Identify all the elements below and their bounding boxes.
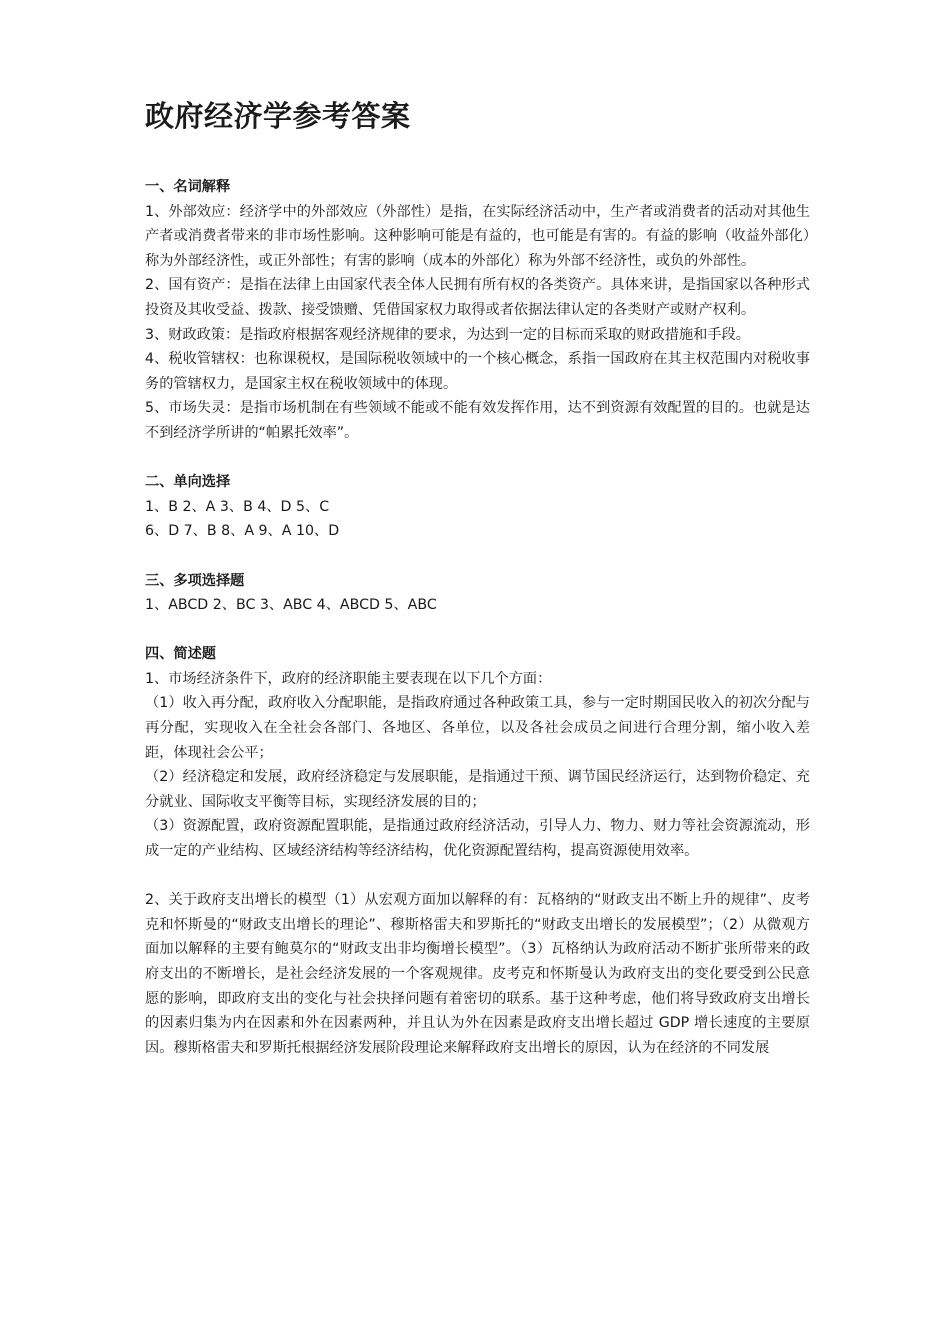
definition-item: 3、财政政策：是指政府根据客观经济规律的要求，为达到一定的目标而采取的财政措施和手段。 (145, 326, 750, 343)
section-spacer (145, 446, 810, 471)
section-heading-short-answer: 四、简述题 (145, 646, 216, 663)
section-heading-multiple-choice: 三、多项选择题 (145, 572, 245, 589)
definition-item: 2、国有资产：是指在法律上由国家代表全体人民拥有所有权的各类资产。具体来讲，是指国家以各种形式投资及其收受益、拨款、接受馈赠、凭借国家权力取得或者依据法律认定的各类财产或财产权利。 (145, 277, 810, 318)
short-answer-point: （1）收入再分配，政府收入分配职能，是指政府通过各种政策工具，参与一定时期国民收入的初次分配与再分配，实现收入在全社会各部门、各地区、各单位，以及各社会成员之间进行合理分割，缩小收入差距，体现社会公平； (145, 695, 810, 761)
answer-line: 6、D 7、B 8、A 9、A 10、D (145, 523, 340, 540)
section-spacer (145, 618, 810, 643)
answer-line: 1、B 2、A 3、B 4、D 5、C (145, 498, 330, 515)
short-answer-point: （3）资源配置，政府资源配置职能，是指通过政府经济活动，引导人力、物力、财力等社会资源流动，形成一定的产业结构、区域经济结构等经济结构，优化资源配置结构，提高资源使用效率。 (145, 818, 810, 860)
short-answer-point: （2）经济稳定和发展，政府经济稳定与发展职能，是指通过干预、调节国民经济运行，达到物价稳定、充分就业、国际收支平衡等目标，实现经济发展的目的； (145, 769, 810, 810)
answer-line: 1、ABCD 2、BC 3、ABC 4、ABCD 5、ABC (145, 597, 437, 614)
section-spacer (145, 544, 810, 569)
short-answer-question-2: 2、关于政府支出增长的模型（1）从宏观方面加以解释的有：瓦格纳的“财政支出不断上升的规律”、皮考克和怀斯曼的“财政支出增长的理论”、穆斯格雷夫和罗斯托的“财政支出增长的发展模型”；（2）从微观方面加以解释的主要有鲍莫尔的“财政支出非均衡增长模型”。（3）瓦格纳认为政府活动不断扩张所带来的政府支出的不断增长，是社会经济发展的一个客观规律。皮考克和怀斯曼认为政府支出的变化要受到公民意愿的影响，即政府支出的变化与社会抉择问题有着密切的联系。基于这种考虑，他们将导致政府支出增长的因素归集为内在因素和外在因素两种，并且认为外在因素是政府支出增长超过 GDP 增长速度的主要原因。穆斯格雷夫和罗斯托根据经济发展阶段理论来解释政府支出增长的原因，认为在经济的不同发展 (145, 892, 810, 1056)
section-heading-definitions: 一、名词解释 (145, 179, 231, 195)
section-spacer (145, 864, 810, 889)
section-heading-single-choice: 二、单向选择 (145, 474, 231, 491)
short-answer-intro: 1、市场经济条件下，政府的经济职能主要表现在以下几个方面： (145, 670, 552, 687)
document-body (145, 175, 810, 1060)
definition-item: 1、外部效应：经济学中的外部效应（外部性）是指，在实际经济活动中，生产者或消费者的活动对其他生产者或消费者带来的非市场性影响。这种影响可能是有益的，也可能是有害的。有益的影响（收益外部化）称为外部经济性，或正外部性；有害的影响（成本的外部化）称为外部不经济性，或负的外部性。 (145, 203, 810, 269)
page-title: 政府经济学参考答案 (145, 99, 411, 133)
definition-item: 5、市场失灵：是指市场机制在有些领域不能或不能有效发挥作用，达不到资源有效配置的目的。也就是达不到经济学所讲的“帕累托效率”。 (145, 400, 810, 441)
definition-item: 4、税收管辖权：也称课税权，是国际税收领域中的一个核心概念，系指一国政府在其主权范围内对税收事务的管辖权力，是国家主权在税收领域中的体现。 (145, 351, 810, 392)
